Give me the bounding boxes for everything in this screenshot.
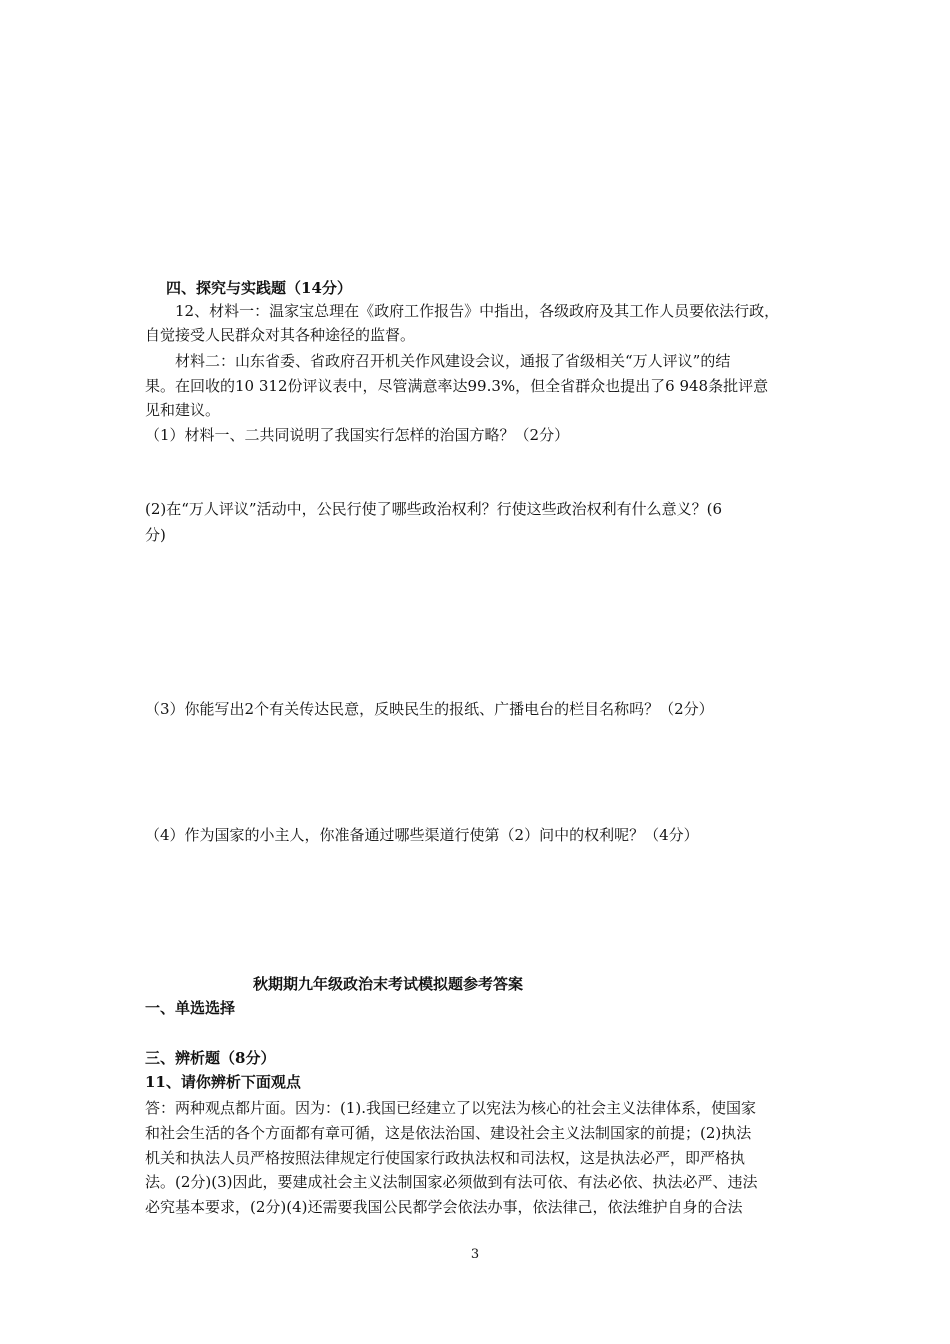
sub-question-1: （1）材料一、二共同说明了我国实行怎样的治国方略？（2分） — [145, 426, 570, 444]
sub-question-4: （4）作为国家的小主人，你准备通过哪些渠道行使第（2）问中的权利呢？（4分） — [145, 826, 699, 844]
answers-section1-heading: 一、单选选择 — [145, 999, 236, 1017]
sub-question-3: （3）你能写出2个有关传达民意，反映民生的报纸、广播电台的栏目名称吗？（2分） — [145, 700, 714, 718]
answers-section3-heading: 三、辨析题（8分） — [145, 1049, 276, 1067]
sub-question-2-line1: (2)在“万人评议”活动中，公民行使了哪些政治权利？行使这些政治权利有什么意义？(6 — [145, 500, 722, 518]
answer-line5: 必究基本要求，(2分)(4)还需要我国公民都学会依法办事，依法律己，依法维护自身的合法 — [145, 1198, 743, 1216]
answers-q11-heading: 11、请你辨析下面观点 — [145, 1073, 301, 1091]
answer-line2: 和社会生活的各个方面都有章可循，这是依法治国、建设社会主义法制国家的前提；(2)执法 — [145, 1124, 752, 1142]
q12-line2: 自觉接受人民群众对其各种途径的监督。 — [145, 326, 416, 344]
answer-line3: 机关和执法人员严格按照法律规定行使国家行政执法权和司法权，这是执法必严，即严格执 — [145, 1149, 746, 1167]
section4-heading: 四、探究与实践题（14分） — [166, 279, 352, 297]
material2-line2: 果。在回收的10 312份评议表中，尽管满意率达99.3%，但全省群众也提出了6 948条批评意 — [145, 377, 769, 395]
q12-line1: 12、材料一：温家宝总理在《政府工作报告》中指出，各级政府及其工作人员要依法行政， — [175, 302, 780, 320]
answer-line1: 答：两种观点都片面。因为：(1).我国已经建立了以宪法为核心的社会主义法律体系，使国家 — [145, 1099, 757, 1117]
material2-line1: 材料二：山东省委、省政府召开机关作风建设会议，通报了省级相关“万人评议”的结 — [175, 352, 731, 370]
answers-title: 秋期期九年级政治末考试模拟题参考答案 — [253, 975, 524, 993]
sub-question-2-line2: 分) — [145, 526, 166, 544]
answer-line4: 法。(2分)(3)因此，要建成社会主义法制国家必须做到有法可依、有法必依、执法必严、违法 — [145, 1173, 758, 1191]
page-number: 3 — [470, 1247, 480, 1262]
material2-line3: 见和建议。 — [145, 401, 221, 419]
